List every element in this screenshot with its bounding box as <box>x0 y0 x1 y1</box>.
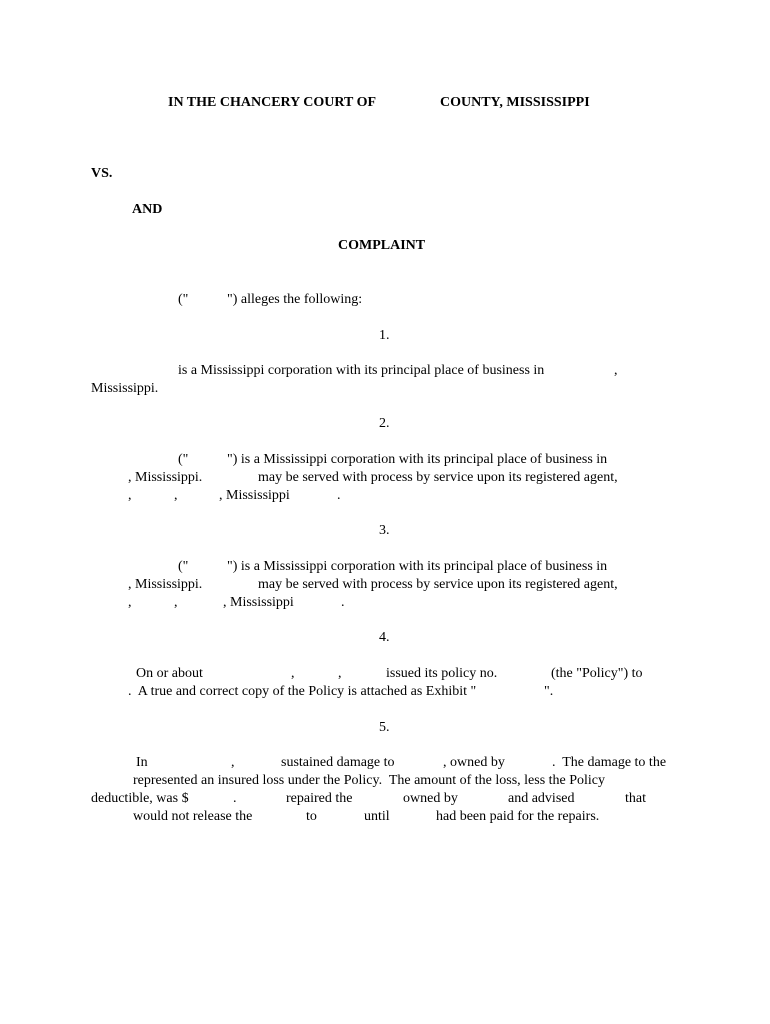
caption-and: AND <box>132 202 163 217</box>
section-5-sustained: sustained damage to <box>281 755 395 770</box>
section-3-mississippi-2: , Mississippi <box>223 595 294 610</box>
section-5-until: until <box>364 809 390 824</box>
section-5-repaired: repaired the <box>286 791 353 806</box>
section-1-line1: is a Mississippi corporation with its principal place of business in <box>178 363 545 378</box>
section-5-comma: , <box>231 755 235 770</box>
section-5-to: to <box>306 809 317 824</box>
section-3-line1: ") is a Mississippi corporation with its principal place of business in <box>227 559 608 574</box>
section-5-damage-to: . The damage to the <box>552 755 667 770</box>
section-2-period: . <box>337 488 341 503</box>
section-5-deductible: deductible, was $ <box>91 791 189 806</box>
section-5-in: In <box>136 755 148 770</box>
section-4-policy: (the "Policy") to <box>551 666 643 681</box>
section-5-paid: had been paid for the repairs. <box>436 809 600 824</box>
intro-open-quote: (" <box>178 292 189 307</box>
section-3-period: . <box>341 595 345 610</box>
section-4-number: 4. <box>379 630 390 645</box>
section-2-open-quote: (" <box>178 452 189 467</box>
caption-vs: VS. <box>91 166 113 181</box>
section-5-owned-by-2: owned by <box>403 791 458 806</box>
section-5-represented: represented an insured loss under the Policy. The amount of the loss, less the Policy <box>133 773 606 788</box>
section-1-line2: Mississippi. <box>91 381 159 396</box>
court-heading-left: IN THE CHANCERY COURT OF <box>168 95 377 110</box>
intro-alleges: ") alleges the following: <box>227 292 363 307</box>
section-4-true-copy: . A true and correct copy of the Policy is attached as Exhibit " <box>128 684 477 699</box>
section-3-mississippi: , Mississippi. <box>128 577 203 592</box>
court-heading-right: COUNTY, MISSISSIPPI <box>440 95 590 110</box>
section-3-number: 3. <box>379 523 390 538</box>
section-5-period: . <box>233 791 237 806</box>
section-3-comma-2: , <box>174 595 178 610</box>
section-5-owned-by: , owned by <box>443 755 505 770</box>
section-2-served: may be served with process by service upon its registered agent, <box>258 470 618 485</box>
section-3-comma-1: , <box>128 595 132 610</box>
section-1-number: 1. <box>379 328 390 343</box>
section-5-would-not: would not release the <box>133 809 253 824</box>
document-title: COMPLAINT <box>338 238 426 253</box>
section-5-number: 5. <box>379 720 390 735</box>
section-3-open-quote: (" <box>178 559 189 574</box>
section-2-comma-1: , <box>128 488 132 503</box>
section-4-comma-2: , <box>338 666 342 681</box>
section-3-served: may be served with process by service upon its registered agent, <box>258 577 618 592</box>
section-2-mississippi: , Mississippi. <box>128 470 203 485</box>
section-2-mississippi-2: , Mississippi <box>219 488 290 503</box>
section-4-end: ". <box>544 684 554 699</box>
section-4-issued: issued its policy no. <box>386 666 498 681</box>
section-2-comma-2: , <box>174 488 178 503</box>
section-5-advised: and advised <box>508 791 575 806</box>
section-2-number: 2. <box>379 416 390 431</box>
section-4-on-or-about: On or about <box>136 666 203 681</box>
section-5-that: that <box>625 791 646 806</box>
section-4-comma-1: , <box>291 666 295 681</box>
section-1-comma: , <box>614 363 618 378</box>
section-2-line1: ") is a Mississippi corporation with its principal place of business in <box>227 452 608 467</box>
